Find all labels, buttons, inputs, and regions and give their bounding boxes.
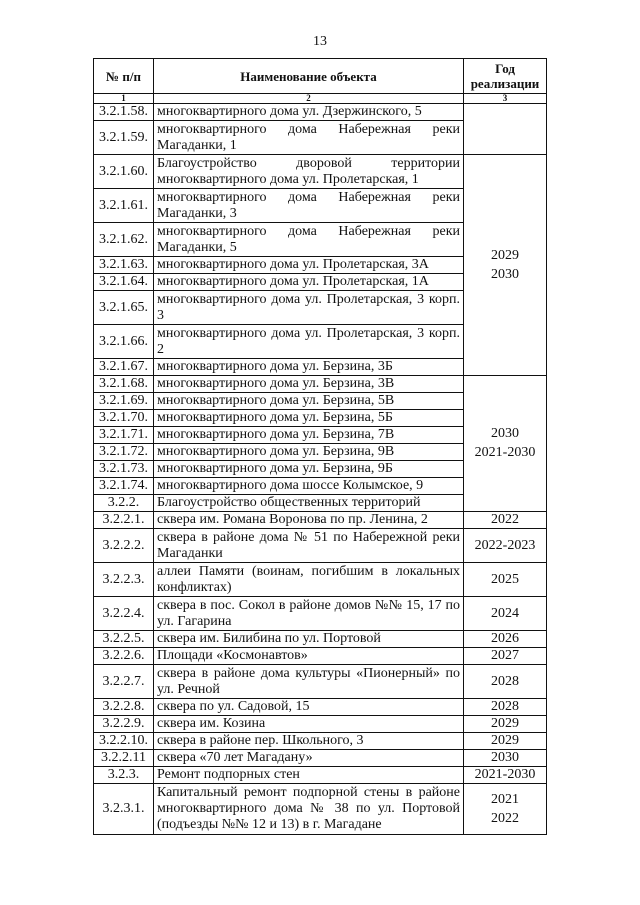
row-number: 3.2.2.3. bbox=[94, 563, 154, 597]
year-value: 2030 bbox=[491, 426, 519, 441]
object-name: многоквартирного дома ул. Пролетарская, 3 корп. 2 bbox=[154, 325, 464, 359]
object-name: сквера им. Козина bbox=[154, 716, 464, 733]
year-cell-merged bbox=[464, 376, 547, 512]
table-row bbox=[94, 529, 547, 563]
object-name: сквера им. Романа Воронова по пр. Ленина, 2 bbox=[154, 512, 464, 529]
year-cell bbox=[464, 784, 547, 835]
objects-table bbox=[93, 58, 547, 835]
row-number: 3.2.1.71. bbox=[94, 427, 154, 444]
object-name: многоквартирного дома ул. Берзина, 3Б bbox=[154, 359, 464, 376]
row-number: 3.2.1.62. bbox=[94, 223, 154, 257]
table-row bbox=[94, 563, 547, 597]
table-header-row bbox=[94, 59, 547, 94]
row-number: 3.2.1.74. bbox=[94, 478, 154, 495]
year-value: 2021-2030 bbox=[474, 445, 536, 460]
object-name: многоквартирного дома ул. Пролетарская, 3А bbox=[154, 257, 464, 274]
row-number: 3.2.1.63. bbox=[94, 257, 154, 274]
year-value: 2028 bbox=[464, 699, 547, 716]
object-name: многоквартирного дома ул. Пролетарская, 3 корп. 3 bbox=[154, 291, 464, 325]
row-number: 3.2.1.68. bbox=[94, 376, 154, 393]
object-name: Площади «Космонавтов» bbox=[154, 648, 464, 665]
year-value: 2029 bbox=[464, 716, 547, 733]
object-name: Благоустройство дворовой территории многоквартирного дома ул. Пролетарская, 1 bbox=[154, 155, 464, 189]
object-name: многоквартирного дома шоссе Колымское, 9 bbox=[154, 478, 464, 495]
header-year: Год реализации bbox=[464, 59, 547, 94]
object-name: многоквартирного дома ул. Берзина, 9Б bbox=[154, 461, 464, 478]
year-value: 2030 bbox=[491, 266, 519, 282]
row-number: 3.2.2.6. bbox=[94, 648, 154, 665]
row-number: 3.2.1.61. bbox=[94, 189, 154, 223]
object-name: многоквартирного дома ул. Берзина, 9В bbox=[154, 444, 464, 461]
row-number: 3.2.2.11 bbox=[94, 750, 154, 767]
object-name: Ремонт подпорных стен bbox=[154, 767, 464, 784]
year-value: 2025 bbox=[464, 563, 547, 597]
row-number: 3.2.2.10. bbox=[94, 733, 154, 750]
object-name: сквера в пос. Сокол в районе домов №№ 15, 17 по ул. Гагарина bbox=[154, 597, 464, 631]
row-number: 3.2.2.7. bbox=[94, 665, 154, 699]
object-name: Благоустройство общественных территорий bbox=[154, 495, 464, 512]
header-object-name: Наименование объекта bbox=[154, 59, 464, 94]
year-value: 2022 bbox=[464, 512, 547, 529]
object-name: многоквартирного дома ул. Берзина, 7В bbox=[154, 427, 464, 444]
object-name: многоквартирного дома Набережная реки Магаданки, 3 bbox=[154, 189, 464, 223]
year-cell-merged bbox=[464, 155, 547, 376]
object-name: Капитальный ремонт подпорной стены в районе многоквартирного дома № 38 по ул. Портовой (подъезды №№ 12 и 13) в г. Магадане bbox=[154, 784, 464, 835]
row-number: 3.2.3.1. bbox=[94, 784, 154, 835]
year-value: 2024 bbox=[464, 597, 547, 631]
row-number: 3.2.1.67. bbox=[94, 359, 154, 376]
object-name: многоквартирного дома ул. Берзина, 5В bbox=[154, 393, 464, 410]
table-row bbox=[94, 512, 547, 529]
row-number: 3.2.2. bbox=[94, 495, 154, 512]
table-row bbox=[94, 648, 547, 665]
table-row bbox=[94, 376, 547, 393]
header-number: № п/п bbox=[94, 59, 154, 94]
table-row bbox=[94, 155, 547, 189]
column-index-row bbox=[94, 94, 547, 104]
year-value: 2026 bbox=[464, 631, 547, 648]
table-row bbox=[94, 784, 547, 835]
row-number: 3.2.1.70. bbox=[94, 410, 154, 427]
row-number: 3.2.1.58. bbox=[94, 104, 154, 121]
object-name: многоквартирного дома Набережная реки Магаданки, 1 bbox=[154, 121, 464, 155]
table-row bbox=[94, 716, 547, 733]
row-number: 3.2.1.73. bbox=[94, 461, 154, 478]
year-value: 2022-2023 bbox=[464, 529, 547, 563]
page-number: 13 bbox=[313, 34, 327, 49]
table-row bbox=[94, 104, 547, 121]
year-value: 2030 bbox=[464, 750, 547, 767]
object-name: многоквартирного дома ул. Пролетарская, 1А bbox=[154, 274, 464, 291]
object-name: многоквартирного дома ул. Дзержинского, 5 bbox=[154, 104, 464, 121]
column-index: 1 bbox=[94, 94, 154, 104]
row-number: 3.2.1.65. bbox=[94, 291, 154, 325]
row-number: 3.2.1.66. bbox=[94, 325, 154, 359]
year-value: 2021-2030 bbox=[464, 767, 547, 784]
object-name: сквера «70 лет Магадану» bbox=[154, 750, 464, 767]
object-name: многоквартирного дома ул. Берзина, 3В bbox=[154, 376, 464, 393]
year-value: 2027 bbox=[464, 648, 547, 665]
year-value: 2021 bbox=[491, 791, 519, 807]
table-row bbox=[94, 767, 547, 784]
year-cell-empty bbox=[464, 104, 547, 155]
column-index: 2 bbox=[154, 94, 464, 104]
row-number: 3.2.1.64. bbox=[94, 274, 154, 291]
object-name: многоквартирного дома Набережная реки Магаданки, 5 bbox=[154, 223, 464, 257]
table-row bbox=[94, 597, 547, 631]
year-value: 2029 bbox=[464, 733, 547, 750]
year-value: 2029 bbox=[491, 247, 519, 263]
row-number: 3.2.2.5. bbox=[94, 631, 154, 648]
object-name: сквера в районе дома № 51 по Набережной реки Магаданки bbox=[154, 529, 464, 563]
row-number: 3.2.2.8. bbox=[94, 699, 154, 716]
object-name: сквера в районе пер. Школьного, 3 bbox=[154, 733, 464, 750]
object-name: аллеи Памяти (воинам, погибшим в локальных конфликтах) bbox=[154, 563, 464, 597]
row-number: 3.2.1.69. bbox=[94, 393, 154, 410]
row-number: 3.2.1.60. bbox=[94, 155, 154, 189]
row-number: 3.2.1.59. bbox=[94, 121, 154, 155]
table-row bbox=[94, 699, 547, 716]
object-name: сквера в районе дома культуры «Пионерный» по ул. Речной bbox=[154, 665, 464, 699]
row-number: 3.2.2.2. bbox=[94, 529, 154, 563]
row-number: 3.2.2.1. bbox=[94, 512, 154, 529]
year-value: 2028 bbox=[464, 665, 547, 699]
table-row bbox=[94, 631, 547, 648]
object-name: сквера по ул. Садовой, 15 bbox=[154, 699, 464, 716]
row-number: 3.2.3. bbox=[94, 767, 154, 784]
table-row bbox=[94, 750, 547, 767]
year-value: 2022 bbox=[491, 810, 519, 826]
row-number: 3.2.2.9. bbox=[94, 716, 154, 733]
object-name: сквера им. Билибина по ул. Портовой bbox=[154, 631, 464, 648]
row-number: 3.2.1.72. bbox=[94, 444, 154, 461]
table-row bbox=[94, 733, 547, 750]
column-index: 3 bbox=[464, 94, 547, 104]
row-number: 3.2.2.4. bbox=[94, 597, 154, 631]
object-name: многоквартирного дома ул. Берзина, 5Б bbox=[154, 410, 464, 427]
table-row bbox=[94, 665, 547, 699]
